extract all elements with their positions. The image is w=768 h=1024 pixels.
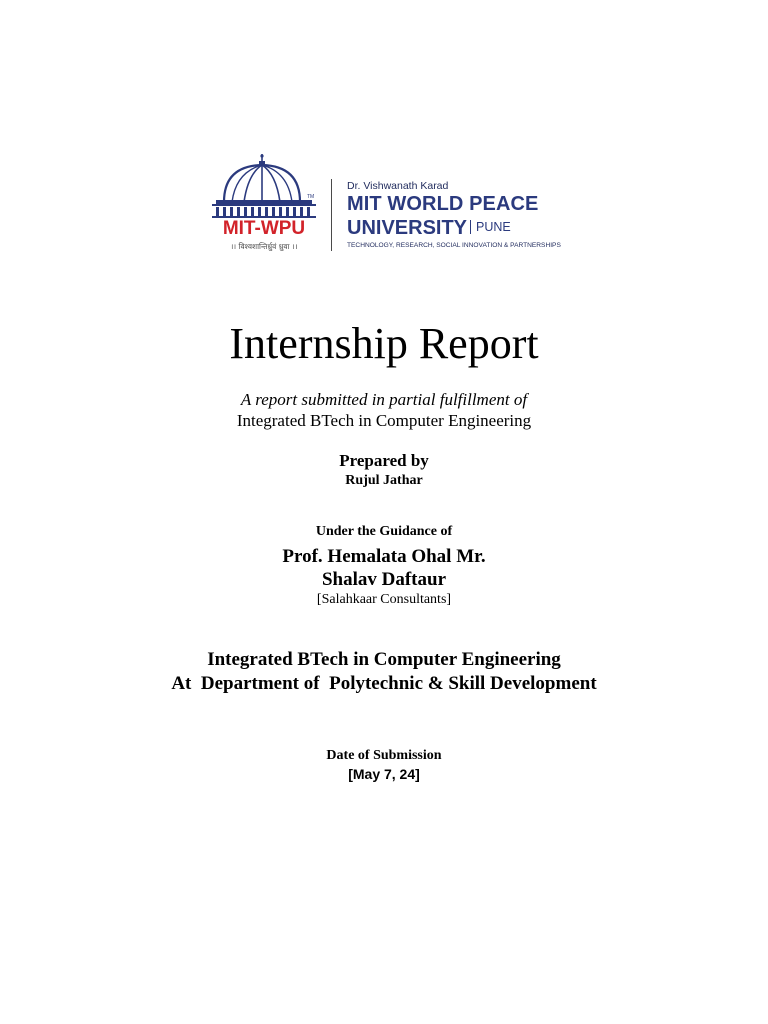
logo-divider xyxy=(331,179,332,251)
author-name: Rujul Jathar xyxy=(345,473,423,488)
degree-program: Integrated BTech in Computer Engineering xyxy=(236,411,532,430)
submission-statement: A report submitted in partial fulfillment of xyxy=(240,390,528,409)
university-city: PUNE xyxy=(470,220,511,234)
guidance-label: Under the Guidance of xyxy=(315,524,453,539)
university-tagline: TECHNOLOGY, RESEARCH, SOCIAL INNOVATION & PARTNERSHIPS xyxy=(347,242,561,249)
university-name-line2 xyxy=(347,217,511,240)
submission-date-label: Date of Submission xyxy=(326,748,442,763)
logo-motto: ।। विश्वशान्तिर्ध्रुवं ध्रुवा ।। xyxy=(230,242,298,251)
footer-department: At Department of Polytechnic & Skill Development xyxy=(171,673,597,694)
guide-names-line2: Shalav Daftaur xyxy=(321,569,447,590)
prepared-by-label: Prepared by xyxy=(339,451,429,470)
university-name-line2-text: UNIVERSITY xyxy=(347,217,468,239)
university-wordmark xyxy=(347,178,572,254)
footer-program: Integrated BTech in Computer Engineering xyxy=(207,649,561,670)
submission-date: [May 7, 24] xyxy=(348,766,420,782)
guide-organization: [Salahkaar Consultants] xyxy=(316,592,452,607)
mit-wpu-emblem xyxy=(208,152,320,256)
founder-name: Dr. Vishwanath Karad xyxy=(347,180,449,192)
university-logo xyxy=(208,152,570,256)
university-name-line1: MIT WORLD PEACE xyxy=(347,193,539,215)
trademark-mark: TM xyxy=(307,194,315,200)
report-title: Internship Report xyxy=(229,319,539,368)
logo-abbreviation: MIT-WPU xyxy=(222,218,306,239)
dome-icon xyxy=(208,152,320,256)
guide-names-line1: Prof. Hemalata Ohal Mr. xyxy=(282,546,486,567)
